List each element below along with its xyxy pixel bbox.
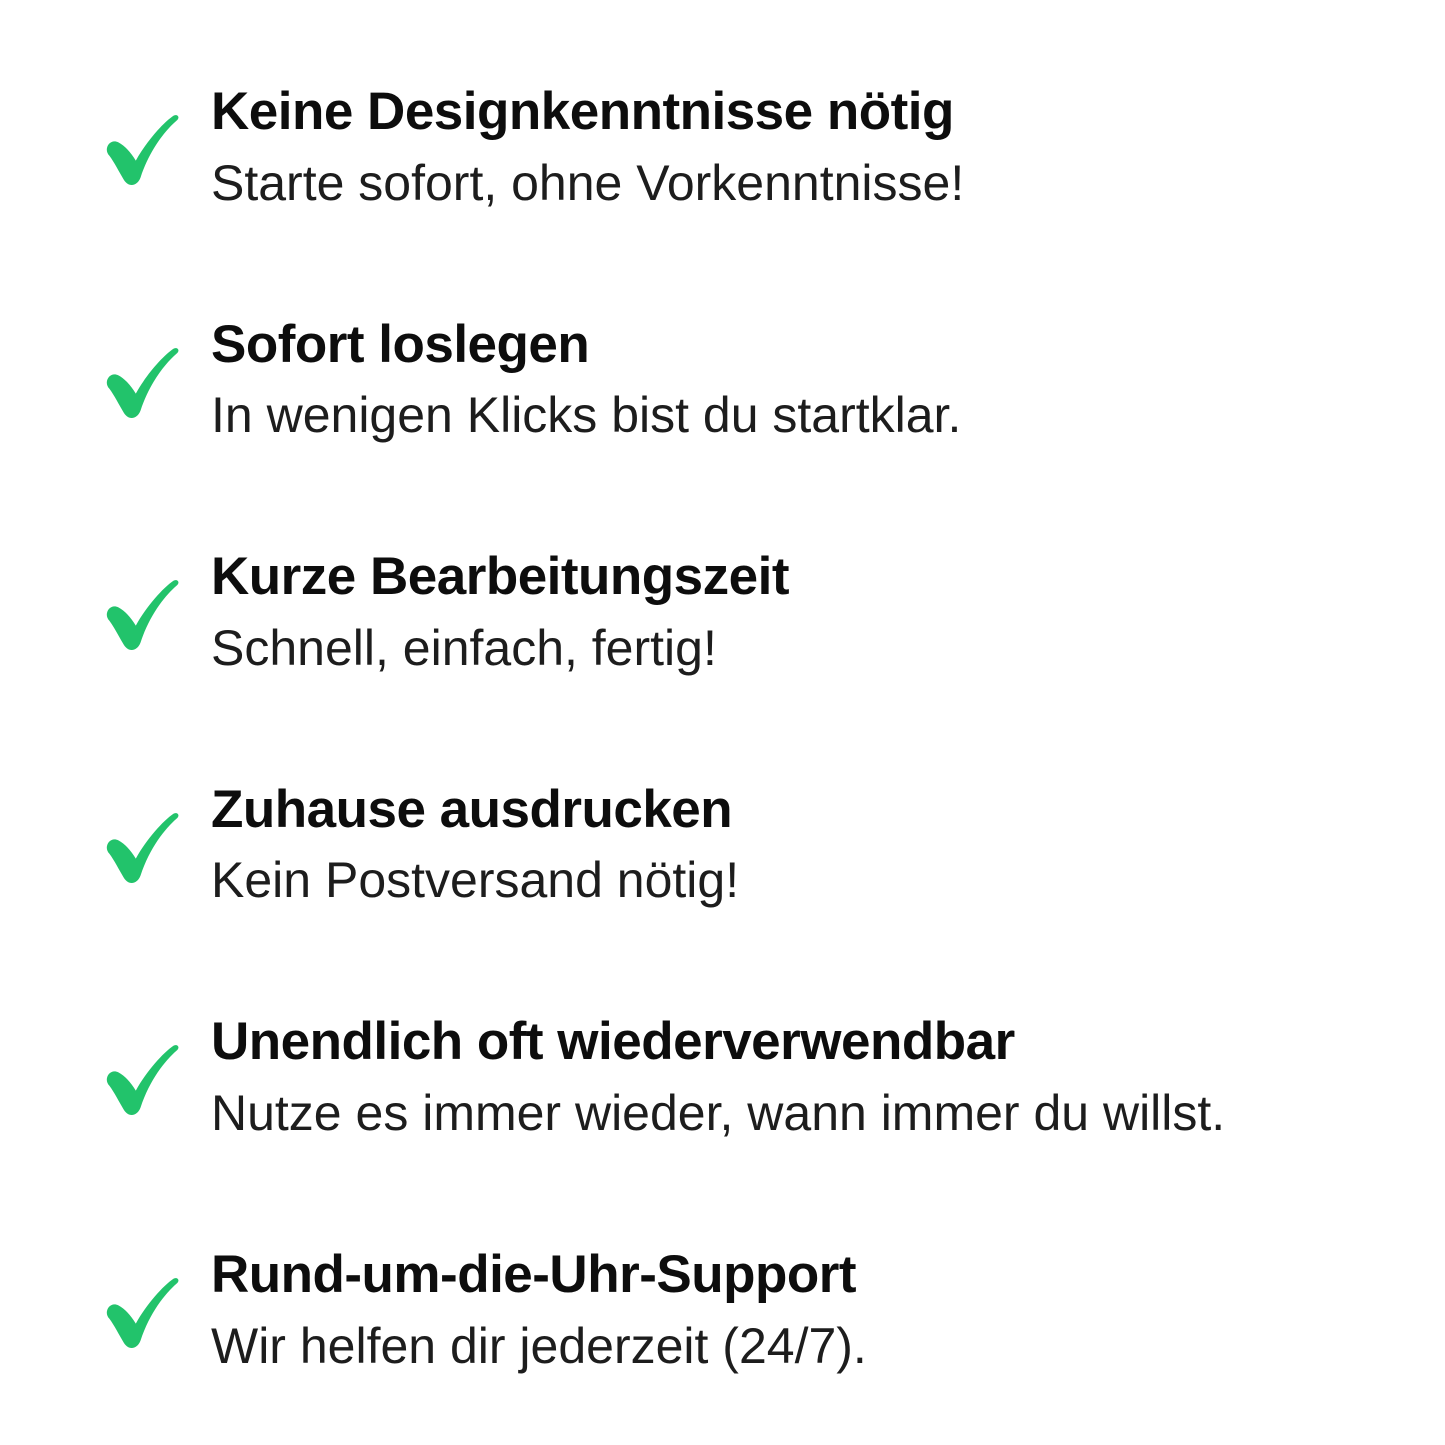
checkmark-icon: [95, 1273, 187, 1359]
feature-text: [211, 1010, 1225, 1145]
checkmark-icon: [95, 808, 187, 894]
checkmark-icon: [95, 343, 187, 429]
feature-title: Sofort loslegen: [211, 314, 590, 374]
checkmark-glyph: [107, 813, 179, 883]
feature-row: [95, 778, 1385, 913]
feature-subtitle: In wenigen Klicks bist du startklar.: [211, 387, 962, 444]
feature-subtitle: Wir helfen dir jederzeit (24/7).: [211, 1317, 867, 1374]
feature-text: [211, 1243, 867, 1378]
feature-text: [211, 545, 789, 680]
checkmark-icon: [95, 110, 187, 196]
feature-title: Zuhause ausdrucken: [211, 779, 733, 839]
feature-title: Kurze Bearbeitungszeit: [211, 547, 790, 607]
feature-row: [95, 313, 1385, 448]
feature-row: [95, 1010, 1385, 1145]
checkmark-icon: [95, 1040, 187, 1126]
feature-row: [95, 1243, 1385, 1378]
checkmark-glyph: [107, 580, 179, 650]
feature-row: [95, 545, 1385, 680]
checkmark-glyph: [107, 1278, 179, 1348]
checkmark-glyph: [107, 115, 179, 185]
feature-text: [211, 778, 739, 913]
feature-title: Keine Designkenntnisse nötig: [211, 82, 954, 141]
feature-subtitle: Starte sofort, ohne Vorkenntnisse!: [211, 154, 965, 211]
feature-text: [211, 313, 961, 448]
checkmark-glyph: [107, 1045, 179, 1115]
checkmark-icon: [95, 575, 187, 661]
feature-title: Rund-um-die-Uhr-Support: [211, 1244, 856, 1304]
checkmark-glyph: [107, 348, 179, 418]
feature-subtitle: Kein Postversand nötig!: [211, 852, 740, 909]
feature-title: Unendlich oft wiederverwendbar: [211, 1012, 1015, 1072]
feature-subtitle: Schnell, einfach, fertig!: [211, 619, 717, 676]
feature-subtitle: Nutze es immer wieder, wann immer du willst.: [211, 1084, 1226, 1141]
feature-row: [95, 80, 1385, 215]
feature-text: [211, 80, 964, 215]
